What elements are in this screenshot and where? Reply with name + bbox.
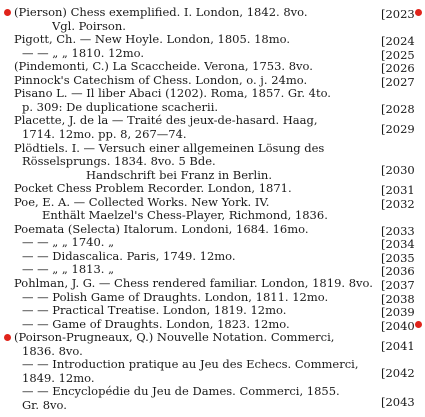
entry-line: — — Introduction pratique au Jeu des Echecs. Commerci, <box>22 357 359 372</box>
entry-line: — — Encyclopédie du Jeu de Dames. Commerci, 1855. <box>22 384 340 399</box>
entry-line: Pohlman, J. G. — Chess rendered familiar. London, 1819. 8vo. <box>14 276 373 290</box>
entry-number: [2038 <box>381 291 415 306</box>
entry-number: [2042 <box>381 366 415 381</box>
entry-number: [2043 <box>381 394 415 409</box>
red-marker-dot <box>4 334 11 341</box>
entry-line: Vgl. Poirson. <box>52 18 126 33</box>
entry-line: Placette, J. de la — Traité des jeux-de-hasard. Haag, <box>14 113 318 128</box>
entry-line: Gr. 8vo. <box>22 397 67 412</box>
entry-number: [2025 <box>381 47 415 62</box>
entry-line: (Poirson-Prugneaux, Q.) Nouvelle Notation. Commerci, <box>14 330 335 345</box>
entry-line: — — „ „ 1813. „ <box>22 262 115 277</box>
entry-number: [2027 <box>381 74 415 89</box>
entry-number: [2026 <box>381 61 415 76</box>
entry-line: Poemata (Selecta) Italorum. Londoni, 1684. 16mo. <box>14 221 309 236</box>
entry-line: — — Game of Draughts. London, 1823. 12mo. <box>22 316 290 331</box>
entry-number: [2034 <box>381 237 415 252</box>
entry-number: [2035 <box>381 250 415 265</box>
entry-line: — — Practical Treatise. London, 1819. 12mo. <box>22 303 287 318</box>
entry-number: [2033 <box>381 223 415 238</box>
entry-number: [2028 <box>381 101 415 116</box>
entry-number: [2029 <box>381 122 415 137</box>
entry-line: — — „ „ 1810. 12mo. <box>22 45 145 60</box>
entry-number: [2023 <box>381 7 415 21</box>
entry-number: [2032 <box>381 196 415 211</box>
entry-number: [2030 <box>381 162 415 177</box>
entry-number: [2037 <box>381 278 415 292</box>
entry-number: [2031 <box>381 183 415 198</box>
entry-number: [2039 <box>381 305 415 320</box>
entry-number: [2041 <box>381 338 415 353</box>
entry-line: Poe, E. A. — Collected Works. New York. IV. <box>14 194 270 209</box>
entry-line: — — Didascalica. Paris, 1749. 12mo. <box>22 248 236 263</box>
entry-line: Pigott, Ch. — New Hoyle. London, 1805. 18mo. <box>14 32 290 47</box>
entry-line: 1714. 12mo. pp. 8, 267—74. <box>22 126 187 141</box>
entry-number: [2024 <box>381 34 415 49</box>
entry-number: [2036 <box>381 264 415 279</box>
entry-line: 1849. 12mo. <box>22 370 95 385</box>
entry-line: — — „ „ 1740. „ <box>22 235 115 250</box>
entry-line: 1836. 8vo. <box>22 343 83 358</box>
entry-line: Enthält Maelzel's Chess-Player, Richmond, 1836. <box>42 208 328 223</box>
entry-line: Pinnock's Catechism of Chess. London, o. j. 24mo. <box>14 72 308 87</box>
red-marker-dot <box>4 9 11 16</box>
entry-line: (Pierson) Chess exemplified. I. London, 1842. 8vo. <box>14 5 308 19</box>
entry-line: Pisano L. — Il liber Abaci (1202). Roma, 1857. Gr. 4to. <box>14 86 331 101</box>
red-marker-dot <box>415 321 422 328</box>
entry-line: (Pindemonti, C.) La Scaccheide. Verona, 1753. 8vo. <box>14 59 313 74</box>
entry-line: p. 309: De duplicatione scacherii. <box>22 99 219 114</box>
entry-number: [2040 <box>381 318 415 333</box>
entry-line: — — Polish Game of Draughts. London, 1811. 12mo. <box>22 289 329 304</box>
entry-line: Pocket Chess Problem Recorder. London, 1871. <box>14 181 292 196</box>
entry-line: Rösselsprungs. 1834. 8vo. 5 Bde. <box>22 154 216 169</box>
entry-line: Plödtiels. I. — Versuch einer allgemeinen Lösung des <box>14 140 325 155</box>
entry-line: Handschrift bei Franz in Berlin. <box>86 167 272 182</box>
red-marker-dot <box>415 9 422 16</box>
